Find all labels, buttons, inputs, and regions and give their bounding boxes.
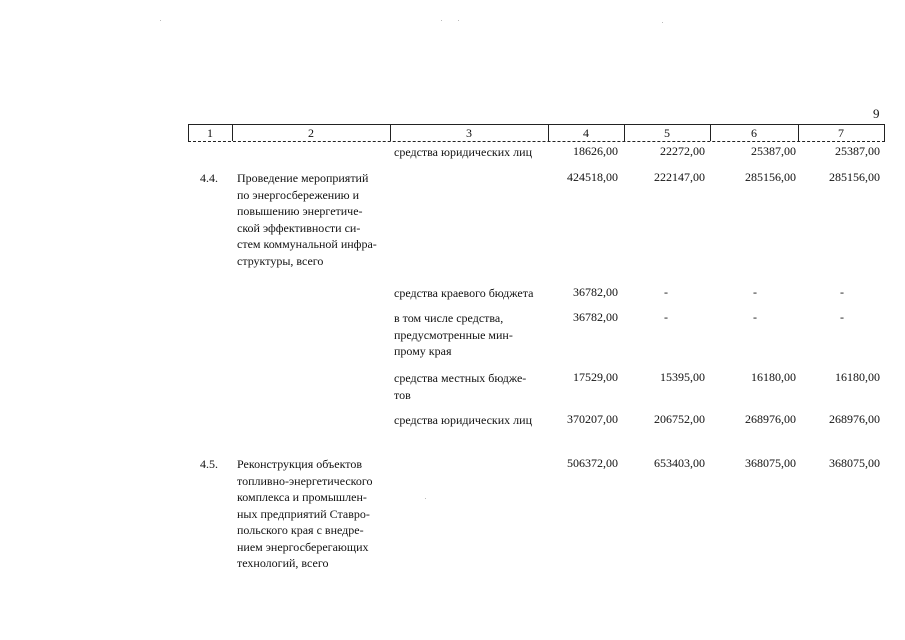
description-line: Реконструкция объектов [237,457,362,471]
description-line: топливно-энергетического [237,473,373,488]
scan-speck [441,20,442,21]
value-col-6: 285156,00 [745,170,796,184]
description-line: Проведение мероприятий [237,171,369,185]
description-line: по энергосбережению и [237,187,360,202]
value-col-5: 22272,00 [660,144,705,158]
description-line: технологий, всего [237,556,329,570]
description-line: структуры, всего [237,253,324,268]
value-col-6: 16180,00 [751,370,796,384]
value-col-4: 370207,00 [567,412,618,426]
header-column-7: 7 [838,126,844,140]
value-col-5: 653403,00 [654,456,705,470]
value-col-4: 36782,00 [573,285,618,299]
value-col-6: - [753,285,757,299]
value-col-5: - [664,310,668,324]
value-col-4: 18626,00 [573,144,618,158]
header-column-3: 3 [466,126,472,140]
description-line: повышению энергетиче- [237,204,363,218]
header-top-rule [188,124,885,125]
value-col-5: 222147,00 [654,170,705,184]
funding-source: средства краевого бюджета [394,286,534,300]
value-col-7: - [840,285,844,299]
value-col-7: 285156,00 [829,170,880,184]
scan-speck [458,20,459,21]
header-divider [884,124,885,141]
header-column-2: 2 [308,126,314,140]
funding-source [394,310,540,360]
value-col-5: 15395,00 [660,370,705,384]
value-col-5: 206752,00 [654,412,705,426]
value-col-7: 25387,00 [835,144,880,158]
funding-source: средства юридических лиц [394,145,532,159]
row-description [237,170,386,269]
description-line: стем коммунальной инфра- [237,237,377,251]
description-line: комплекса и промышлен- [237,490,367,504]
value-col-6: 268976,00 [745,412,796,426]
scan-speck [425,498,426,499]
value-col-4: 506372,00 [567,456,618,470]
value-col-7: 368075,00 [829,456,880,470]
value-col-4: 424518,00 [567,170,618,184]
source-line: прому края [394,344,452,358]
funding-source: средства юридических лиц [394,413,532,427]
row-index: 4.4. [200,171,218,185]
scan-speck [662,22,663,23]
description-line: нием энергосберегающих [237,539,369,554]
row-description [237,456,386,572]
source-line: в том числе средства, [394,311,504,325]
header-column-6: 6 [751,126,757,140]
header-column-5: 5 [664,126,670,140]
value-col-4: 17529,00 [573,370,618,384]
row-index: 4.5. [200,457,218,471]
description-line: ской эффективности си- [237,220,361,235]
value-col-7: - [840,310,844,324]
value-col-6: 25387,00 [751,144,796,158]
header-column-1: 1 [207,126,213,140]
description-line: ных предприятий Ставро- [237,506,370,521]
value-col-7: 16180,00 [835,370,880,384]
value-col-4: 36782,00 [573,310,618,324]
value-col-5: - [664,285,668,299]
value-col-6: - [753,310,757,324]
funding-source [394,370,540,403]
source-line: тов [394,387,411,402]
value-col-6: 368075,00 [745,456,796,470]
header-column-4: 4 [583,126,589,140]
value-col-7: 268976,00 [829,412,880,426]
source-line: предусмотренные мин- [394,327,513,342]
description-line: польского края с внедре- [237,523,364,537]
scan-speck [160,20,161,21]
page-number: 9 [873,106,880,121]
source-line: средства местных бюдже- [394,371,527,385]
header-bottom-rule [188,141,885,142]
